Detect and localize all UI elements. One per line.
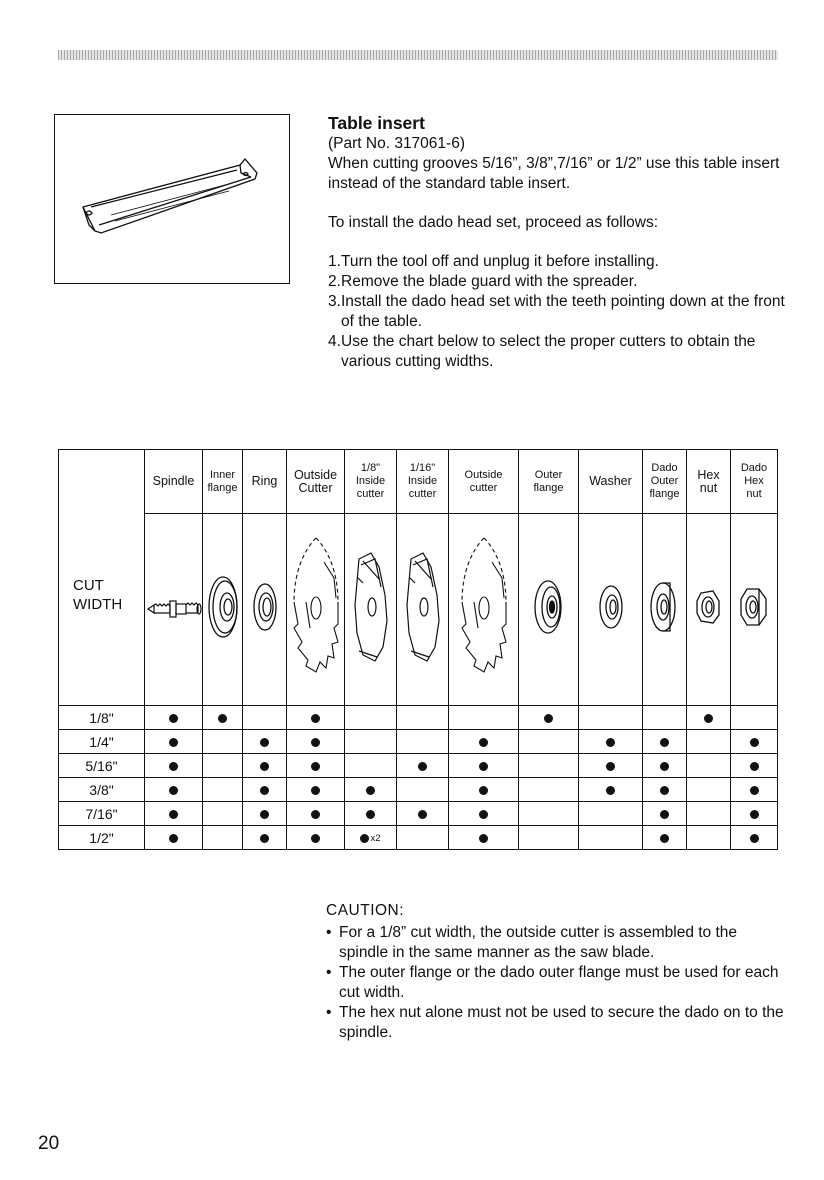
part-number: (Part No. 317061-6) (328, 135, 465, 152)
chart-cell (579, 826, 643, 850)
column-header-line: nut (746, 488, 762, 500)
column-header (643, 450, 687, 514)
required-dot (660, 834, 669, 843)
required-dot (750, 834, 759, 843)
insert-description: When cutting grooves 5/16”, 3/8”,7/16” or 1/2” use this table insert instead of the standard table insert. (328, 155, 780, 192)
step-text: Install the dado head set with the teeth pointing down at the front of the table. (341, 293, 785, 330)
column-header-line: Outside (464, 468, 503, 481)
chart-cell (643, 754, 687, 778)
chart-cell (345, 754, 397, 778)
column-header-line: cutter (408, 488, 437, 500)
required-dot (360, 834, 369, 843)
required-dot (606, 786, 615, 795)
chart-cell (345, 778, 397, 802)
chart-cell (687, 754, 731, 778)
required-dot (260, 786, 269, 795)
ring-icon (250, 579, 280, 635)
chart-cell (643, 730, 687, 754)
chart-cell (203, 754, 243, 778)
outside-cutter-icon (288, 532, 344, 682)
chart-cell (449, 730, 519, 754)
caution-text: The hex nut alone must not be used to secure the dado on to the spindle. (339, 1004, 784, 1041)
step-item (328, 272, 788, 292)
step-text: Turn the tool off and unplug it before installing. (341, 253, 659, 270)
caution-item (326, 963, 786, 1003)
inner-flange-icon (203, 571, 243, 643)
spindle-icon (146, 587, 202, 627)
chart-cell (287, 706, 345, 730)
bullet-icon: • (326, 924, 332, 941)
required-dot (660, 738, 669, 747)
column-header (145, 450, 203, 514)
column-header-line: Dado (651, 462, 678, 474)
chart-cell (579, 706, 643, 730)
cut-width-value: 7/16" (59, 802, 145, 826)
chart-cell (687, 802, 731, 826)
column-header-line: Washer (589, 474, 632, 488)
cut-width-value: 1/2" (59, 826, 145, 850)
inner-flange-cell (203, 514, 243, 706)
outside-cutter-2-cell (449, 514, 519, 706)
chart-cell (397, 730, 449, 754)
required-dot (169, 762, 178, 771)
chart-cell (397, 802, 449, 826)
chart-cell (449, 754, 519, 778)
chart-cell (643, 706, 687, 730)
chart-cell (687, 706, 731, 730)
caution-list (326, 923, 786, 1043)
chart-cell (731, 706, 778, 730)
quantity-note: x2 (370, 832, 381, 844)
step-text: Use the chart below to select the proper cutters to obtain the various cutting widths. (341, 333, 756, 370)
column-header-line: Outer (534, 468, 563, 481)
column-header-line: Spindle (152, 474, 195, 488)
chart-cell (203, 802, 243, 826)
required-dot (311, 738, 320, 747)
required-dot (169, 738, 178, 747)
chart-cell (345, 706, 397, 730)
bullet-icon: • (326, 1004, 332, 1021)
chart-cell (731, 730, 778, 754)
spindle-cell (145, 514, 203, 706)
inside-cutter-116-cell (397, 514, 449, 706)
chart-cell (203, 706, 243, 730)
required-dot (260, 738, 269, 747)
table-row (59, 730, 778, 754)
required-dot (750, 762, 759, 771)
column-header (243, 450, 287, 514)
chart-cell (731, 778, 778, 802)
chart-cell (449, 706, 519, 730)
chart-cell (397, 754, 449, 778)
chart-cell (145, 778, 203, 802)
column-header (287, 450, 345, 514)
chart-cell (145, 754, 203, 778)
hex-nut-icon (695, 587, 723, 627)
hex-nut-cell (687, 514, 731, 706)
required-dot (750, 786, 759, 795)
washer-cell (579, 514, 643, 706)
caution-title: CAUTION: (326, 902, 405, 919)
cut-width-value: 5/16" (59, 754, 145, 778)
step-number: 3. (328, 293, 341, 310)
step-number: 1. (328, 253, 341, 270)
dado-outer-flange-icon (648, 579, 682, 635)
column-header-line: Dado (740, 462, 768, 474)
column-header (203, 450, 243, 514)
corner-cell (59, 450, 145, 514)
chart-cell (203, 778, 243, 802)
chart-cell (243, 730, 287, 754)
chart-cell (519, 730, 579, 754)
required-dot (418, 810, 427, 819)
header-band (58, 50, 778, 60)
outer-flange-icon (532, 577, 566, 637)
required-dot (311, 834, 320, 843)
required-dot (660, 810, 669, 819)
column-header-line: flange (533, 481, 564, 494)
chart-cell (145, 730, 203, 754)
step-item (328, 332, 788, 372)
column-header-line: 1/16" (409, 462, 436, 474)
chart-cell (579, 754, 643, 778)
chart-cell (243, 754, 287, 778)
chart-body (59, 706, 778, 850)
required-dot (479, 738, 488, 747)
table-row (59, 778, 778, 802)
chart-cell (243, 802, 287, 826)
inside-cutter-18-cell (345, 514, 397, 706)
inside-cutter-icon (401, 547, 445, 667)
caution-text: The outer flange or the dado outer flange must be used for each cut width. (339, 964, 779, 1001)
washer-icon (596, 582, 626, 632)
chart-cell (397, 826, 449, 850)
required-dot (218, 714, 227, 723)
required-dot (311, 762, 320, 771)
table-insert-illustration (55, 115, 291, 285)
chart-cell (731, 802, 778, 826)
required-dot (260, 762, 269, 771)
chart-cell (579, 802, 643, 826)
cutter-selection-chart (58, 449, 778, 850)
required-dot (260, 834, 269, 843)
outside-cutter-cell (287, 514, 345, 706)
caution-item (326, 923, 786, 963)
chart-cell (449, 802, 519, 826)
column-header-line: Inside (355, 475, 386, 487)
chart-cell (449, 778, 519, 802)
required-dot (660, 786, 669, 795)
chart-cell (731, 826, 778, 850)
chart-cell (643, 826, 687, 850)
chart-cell (145, 826, 203, 850)
required-dot (260, 810, 269, 819)
required-dot (311, 786, 320, 795)
cut-width-value: 1/8" (59, 706, 145, 730)
chart-cell (687, 778, 731, 802)
chart-cell (519, 778, 579, 802)
step-item (328, 252, 788, 272)
column-header-line: Inner (209, 468, 236, 481)
install-steps (328, 252, 788, 372)
required-dot (311, 810, 320, 819)
required-dot (660, 762, 669, 771)
chart-cell (519, 826, 579, 850)
column-header-line: Ring (251, 474, 278, 488)
table-row (59, 754, 778, 778)
required-dot (544, 714, 553, 723)
chart-cell (397, 778, 449, 802)
column-header-line: Cutter (298, 480, 333, 495)
column-header-line: Hex (744, 475, 764, 487)
chart-cell (287, 754, 345, 778)
required-dot (366, 810, 375, 819)
outside-cutter-icon (456, 532, 512, 682)
chart-cell (203, 730, 243, 754)
column-header (519, 450, 579, 514)
cut-width-value: 3/8" (59, 778, 145, 802)
chart-cell (345, 802, 397, 826)
required-dot (750, 738, 759, 747)
column-header (345, 450, 397, 514)
chart-cell (287, 730, 345, 754)
cut-label-line: WIDTH (73, 596, 123, 614)
chart-header-row (59, 450, 778, 514)
required-dot (169, 714, 178, 723)
chart-cell (203, 826, 243, 850)
column-header (579, 450, 643, 514)
ring-cell (243, 514, 287, 706)
column-header-line: flange (207, 481, 238, 494)
chart-cell (519, 754, 579, 778)
required-dot (366, 786, 375, 795)
required-dot (606, 738, 615, 747)
required-dot (606, 762, 615, 771)
required-dot (311, 714, 320, 723)
cut-width-value: 1/4" (59, 730, 145, 754)
chart-cell (687, 826, 731, 850)
column-header (449, 450, 519, 514)
chart-cell (643, 778, 687, 802)
column-header-line: flange (649, 488, 680, 500)
caution-text: For a 1/8” cut width, the outside cutter is assembled to the spindle in the same manner as the saw blade. (339, 924, 738, 961)
chart-cell (287, 802, 345, 826)
table-row (59, 826, 778, 850)
column-header-line: Hex (697, 467, 720, 482)
required-dot (479, 762, 488, 771)
chart-cell (579, 730, 643, 754)
column-header-line: Outer (650, 475, 679, 487)
chart-cell (345, 826, 397, 850)
table-row (59, 802, 778, 826)
required-dot (750, 810, 759, 819)
column-header-line: nut (699, 480, 718, 495)
install-intro: To install the dado head set, proceed as follows: (328, 214, 659, 231)
chart-cell (345, 730, 397, 754)
dado-hex-nut-cell (731, 514, 778, 706)
required-dot (418, 762, 427, 771)
section-title: Table insert (328, 113, 425, 133)
chart-cell (519, 706, 579, 730)
step-text: Remove the blade guard with the spreader. (341, 273, 638, 290)
cut-label-line: CUT (73, 577, 104, 595)
bullet-icon: • (326, 964, 332, 981)
column-header (731, 450, 778, 514)
cut-width-label (59, 514, 145, 706)
step-item (328, 292, 788, 332)
step-number: 4. (328, 333, 341, 350)
required-dot (479, 810, 488, 819)
caution-section (326, 901, 786, 1043)
chart-cell (579, 778, 643, 802)
required-dot (704, 714, 713, 723)
page-number: 20 (38, 1133, 60, 1154)
column-header-line: cutter (356, 488, 385, 500)
chart-cell (687, 730, 731, 754)
chart-cell (145, 802, 203, 826)
chart-cell (731, 754, 778, 778)
chart-cell (243, 778, 287, 802)
required-dot (479, 834, 488, 843)
column-header (687, 450, 731, 514)
dado-outer-flange-cell (643, 514, 687, 706)
chart-cell (519, 802, 579, 826)
inside-cutter-icon (349, 547, 393, 667)
chart-picture-row (59, 514, 778, 706)
column-header-line: Outside (293, 467, 338, 482)
table-row (59, 706, 778, 730)
chart-cell (643, 802, 687, 826)
chart-cell (287, 826, 345, 850)
chart-cell (243, 826, 287, 850)
column-header-line: 1/8" (360, 462, 381, 474)
required-dot (169, 810, 178, 819)
table-insert-figure (54, 114, 290, 284)
table-insert-section (328, 112, 788, 372)
chart-cell (449, 826, 519, 850)
column-header-line: Inside (407, 475, 438, 487)
chart-cell (397, 706, 449, 730)
outer-flange-cell (519, 514, 579, 706)
step-number: 2. (328, 273, 341, 290)
chart-cell (287, 778, 345, 802)
chart-cell (145, 706, 203, 730)
required-dot (479, 786, 488, 795)
column-header (397, 450, 449, 514)
required-dot (169, 786, 178, 795)
caution-item (326, 1003, 786, 1043)
dado-hex-nut-icon (739, 585, 769, 629)
required-dot (169, 834, 178, 843)
chart-cell (243, 706, 287, 730)
column-header-line: cutter (469, 481, 498, 494)
